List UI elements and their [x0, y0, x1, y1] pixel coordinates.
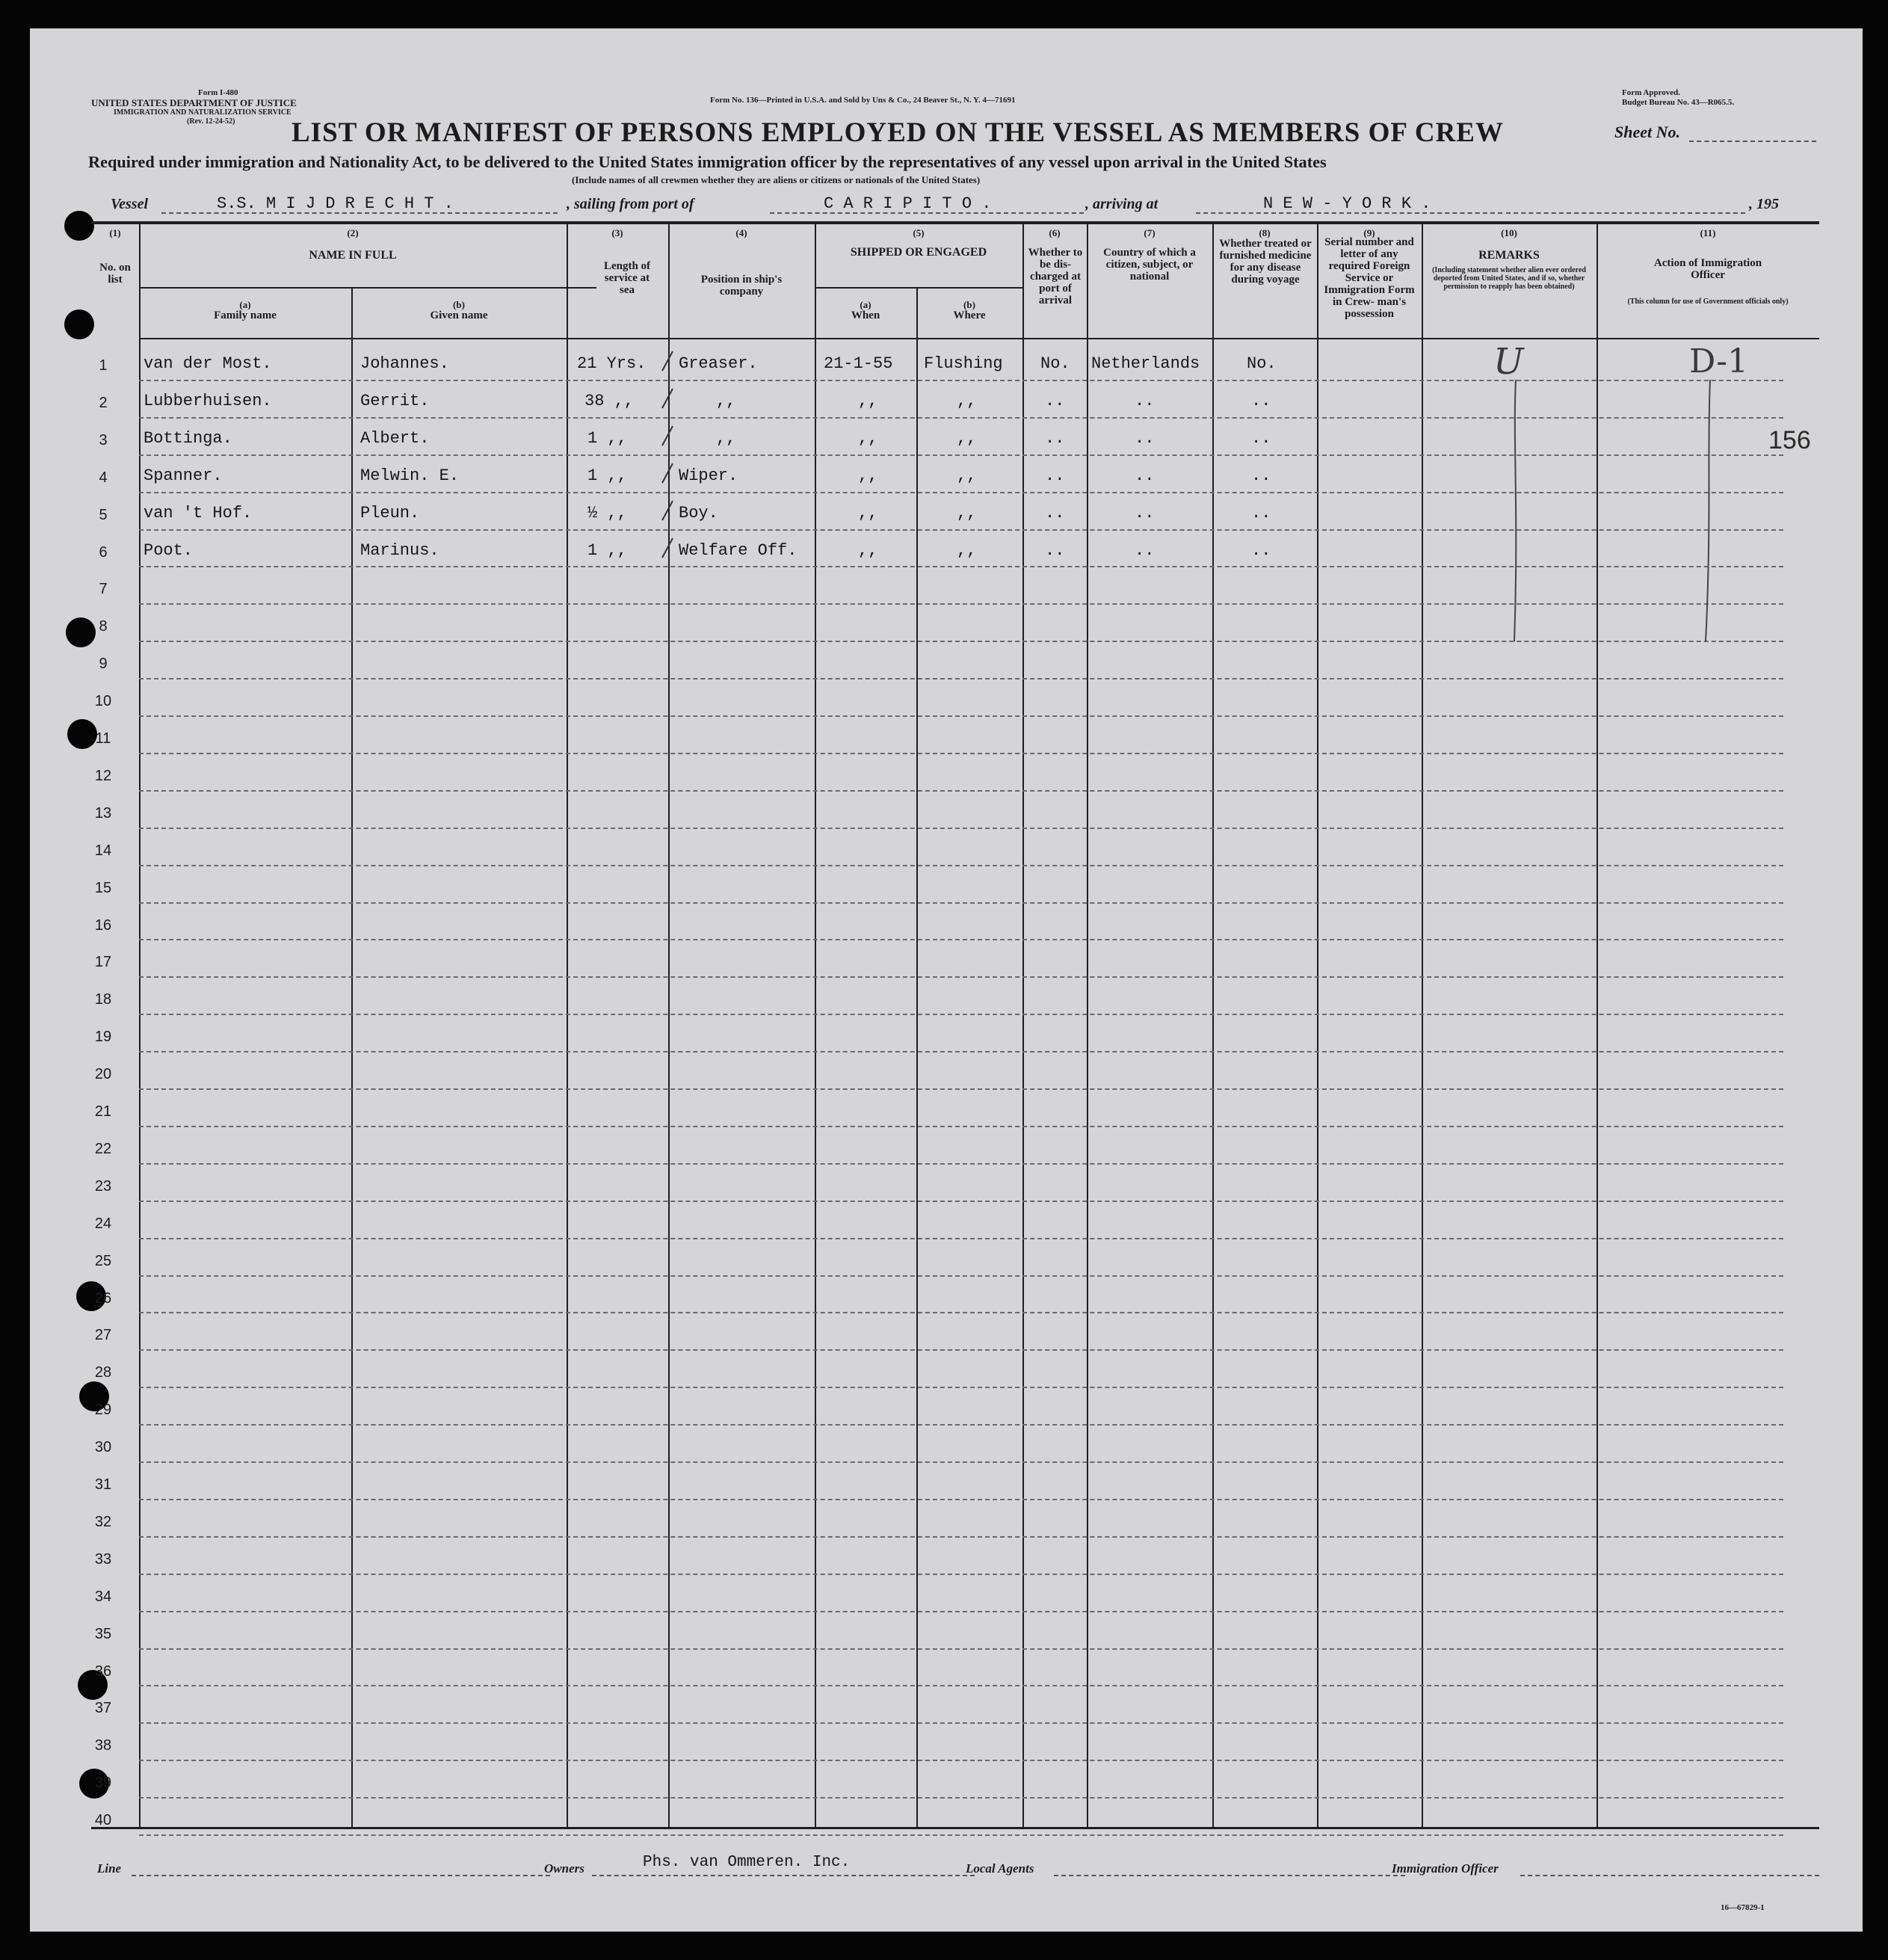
year-label: , 195	[1749, 196, 1779, 212]
col-line	[1212, 224, 1214, 1828]
include-note: (Include names of all crewmen whether they are aliens or citizens or nationals of the United States)	[572, 174, 981, 185]
shipped-when: ,,	[858, 466, 878, 485]
length-of-service: 21 Yrs.	[577, 354, 647, 373]
row-line	[139, 1536, 1783, 1538]
country: ..	[1135, 541, 1155, 560]
row-number: 16	[94, 917, 112, 934]
punch-hole	[64, 211, 94, 241]
given-name: Albert.	[360, 429, 430, 448]
row-number: 38	[94, 1737, 112, 1754]
footer-line-label: Line	[97, 1861, 122, 1876]
vessel-name: S.S. M I J D R E C H T .	[217, 194, 454, 213]
row-line	[139, 1238, 1783, 1239]
header-treated: Whether treated or furnished medicine for any disease during voyage	[1219, 238, 1312, 286]
shipped-when: ,,	[858, 504, 878, 523]
row-line	[139, 1461, 1783, 1463]
sheet-label: Sheet No.	[1614, 123, 1680, 141]
table-bottom-rule	[91, 1827, 1819, 1829]
given-name: Pleun.	[360, 504, 420, 523]
family-name: van der Most.	[144, 354, 272, 373]
row-line	[139, 1201, 1783, 1202]
row-number: 11	[95, 730, 111, 747]
row-line	[139, 1163, 1783, 1165]
row-number: 6	[99, 544, 108, 561]
row-line	[139, 753, 1783, 754]
row-number: 8	[99, 618, 108, 635]
row-line	[139, 1387, 1783, 1388]
row-number: 21	[94, 1103, 112, 1120]
family-name: Bottinga.	[144, 429, 232, 448]
row-number: 15	[94, 880, 112, 896]
position: ,,	[716, 392, 736, 410]
row-number: 25	[94, 1253, 112, 1269]
discharged: ..	[1045, 429, 1065, 448]
row-line	[139, 865, 1783, 866]
col-number: (1)	[109, 227, 121, 238]
row-line	[139, 1499, 1783, 1500]
header-no-on-list: No. on list	[99, 262, 131, 286]
position: Wiper.	[679, 466, 738, 485]
row-number: 10	[94, 693, 112, 709]
row-number: 12	[94, 768, 112, 784]
row-number: 14	[94, 842, 112, 859]
header-given-name: Given name	[430, 309, 488, 321]
row-number: 28	[94, 1364, 112, 1381]
given-name: Marinus.	[360, 541, 439, 560]
row-line	[139, 1834, 1783, 1836]
shipped-when: 21-1-55	[824, 354, 893, 373]
shipped-when: ,,	[858, 429, 878, 448]
col-number: (4)	[735, 227, 747, 238]
country: ..	[1135, 392, 1155, 410]
treated: ..	[1251, 541, 1271, 560]
row-line	[139, 1685, 1783, 1686]
row-line	[139, 417, 1783, 419]
header-given-b: (b)	[453, 299, 465, 310]
row-line	[139, 1312, 1783, 1313]
header-where-b: (b)	[963, 299, 975, 310]
col-line	[1597, 224, 1598, 1828]
action-handwritten-mark: D-1	[1689, 342, 1748, 380]
row-number: 20	[94, 1066, 112, 1082]
discharged: ..	[1045, 466, 1065, 485]
col-line	[815, 224, 816, 1828]
date-line	[1506, 212, 1745, 214]
length-of-service: 38 ,,	[584, 392, 635, 410]
manifest-sheet	[30, 28, 1863, 1932]
form-approved: Form Approved.	[1622, 88, 1681, 97]
row-number: 19	[94, 1029, 112, 1045]
row-line	[139, 715, 1783, 717]
col-line	[567, 224, 568, 1828]
row-number: 1	[99, 357, 108, 374]
header-action: Action of Immigration Officer	[1653, 257, 1762, 281]
position: ,,	[716, 429, 736, 448]
header-when: When	[851, 309, 880, 321]
header-family-a: (a)	[239, 299, 251, 310]
remarks-ditto-line	[1508, 380, 1523, 649]
discharged: ..	[1045, 541, 1065, 560]
given-name: Gerrit.	[360, 392, 430, 410]
col-number: (8)	[1259, 227, 1271, 238]
header-shipped: SHIPPED OR ENGAGED	[850, 246, 987, 259]
row-line	[139, 1275, 1783, 1277]
discharged: ..	[1045, 504, 1065, 523]
check-marks	[658, 350, 688, 574]
row-line	[139, 939, 1783, 940]
form-number: Form I-480	[198, 88, 238, 97]
row-line	[139, 1424, 1783, 1426]
shipped-where: ,,	[957, 392, 977, 410]
row-number: 22	[94, 1141, 112, 1157]
header-length: Length of service at sea	[603, 260, 651, 296]
shipped-where: ,,	[957, 466, 977, 485]
row-number: 39	[94, 1775, 112, 1791]
length-of-service: 1 ,,	[587, 429, 627, 448]
treated: ..	[1251, 392, 1271, 410]
row-line	[139, 1722, 1783, 1724]
row-line	[139, 1797, 1783, 1799]
country: ..	[1135, 429, 1155, 448]
service: IMMIGRATION AND NATURALIZATION SERVICE	[114, 108, 291, 117]
discharged: ..	[1045, 392, 1065, 410]
shipped-where: ,,	[957, 504, 977, 523]
row-line	[139, 1611, 1783, 1612]
family-name: Lubberhuisen.	[144, 392, 272, 410]
table-top-rule	[91, 221, 1819, 224]
shipped-where: ,,	[957, 429, 977, 448]
row-number: 26	[94, 1290, 112, 1307]
country: ..	[1135, 466, 1155, 485]
footer-line-field	[132, 1875, 550, 1876]
shipped-where: Flushing	[924, 354, 1003, 373]
family-name: van 't Hof.	[144, 504, 253, 523]
row-number: 32	[94, 1514, 112, 1530]
length-of-service: 1 ,,	[587, 541, 627, 560]
row-number: 4	[99, 469, 108, 486]
col-number: (6)	[1049, 227, 1061, 238]
country: Netherlands	[1091, 354, 1200, 373]
row-line	[139, 603, 1783, 605]
position: Welfare Off.	[679, 541, 798, 560]
row-number: 30	[94, 1439, 112, 1455]
shipped-subrule	[815, 287, 1022, 289]
row-number: 33	[94, 1551, 112, 1568]
row-number: 40	[94, 1812, 112, 1828]
action-ditto-line	[1701, 380, 1716, 649]
sailing-label: , sailing from port of	[567, 196, 694, 212]
row-line	[139, 1126, 1783, 1127]
length-of-service: 1 ,,	[587, 466, 627, 485]
header-position: Position in ship's company	[700, 274, 783, 298]
row-line	[139, 529, 1783, 531]
header-country: Country of which a citizen, subject, or national	[1103, 247, 1196, 283]
treated: ..	[1251, 466, 1271, 485]
budget-bureau: Budget Bureau No. 43—R065.5.	[1622, 98, 1735, 107]
row-line	[139, 678, 1783, 679]
margin-number: 156	[1768, 426, 1811, 454]
footer-agents-field	[1054, 1875, 1405, 1876]
shipped-when: ,,	[858, 392, 878, 410]
col-number: (10)	[1501, 227, 1517, 238]
row-line	[139, 380, 1783, 381]
row-number: 17	[94, 954, 112, 970]
printer-line: Form No. 136—Printed in U.S.A. and Sold by Uns & Co., 24 Beaver St., N. Y. 4—71691	[710, 96, 1016, 105]
row-line	[139, 828, 1783, 829]
header-where: Where	[953, 309, 986, 321]
row-number: 36	[94, 1663, 112, 1680]
row-line	[139, 976, 1783, 978]
header-serial: Serial number and letter of any required Foreign Service or Immigration Form in Crew- man's possession	[1324, 236, 1415, 320]
sheet-number-line	[1689, 141, 1816, 142]
row-line	[139, 454, 1783, 456]
col-number: (9)	[1363, 227, 1375, 238]
header-family-name: Family name	[214, 309, 277, 321]
row-line	[139, 1088, 1783, 1090]
col-number: (2)	[347, 227, 359, 238]
row-line	[139, 1349, 1783, 1351]
punch-hole	[64, 309, 94, 339]
country: ..	[1135, 504, 1155, 523]
row-number: 35	[94, 1626, 112, 1642]
remarks-handwritten-mark: U	[1493, 341, 1524, 383]
shipped-when: ,,	[858, 541, 878, 560]
footer-agents-label: Local Agents	[966, 1861, 1034, 1876]
col-line	[351, 287, 353, 1828]
treated: No.	[1247, 354, 1277, 373]
row-line	[139, 492, 1783, 493]
row-number: 5	[99, 507, 108, 523]
name-subrule	[139, 287, 596, 289]
position: Greaser.	[679, 354, 758, 373]
destination-port: N E W - Y O R K .	[1263, 194, 1431, 213]
header-action-note: (This column for use of Government officials only)	[1627, 298, 1789, 306]
page-title: LIST OR MANIFEST OF PERSONS EMPLOYED ON THE VESSEL AS MEMBERS OF CREW	[291, 117, 1504, 148]
row-line	[139, 1574, 1783, 1575]
col-line	[1317, 224, 1318, 1828]
footer-code: 16—67829-1	[1721, 1903, 1765, 1912]
header-remarks-note: (Including statement whether alien ever ordered deported from United States, and if so, whether permission to reapply has been obtained)	[1432, 266, 1586, 291]
row-number: 7	[99, 581, 108, 597]
header-bottom-rule	[139, 338, 1819, 339]
treated: ..	[1251, 429, 1271, 448]
col-number: (5)	[913, 227, 925, 238]
col-line	[1087, 224, 1088, 1828]
family-name: Poot.	[144, 541, 194, 560]
footer-owners-field	[592, 1875, 975, 1876]
row-number: 34	[94, 1588, 112, 1605]
length-of-service: ½ ,,	[587, 504, 627, 523]
row-line	[139, 1014, 1783, 1015]
row-number: 27	[94, 1327, 112, 1343]
row-number: 37	[94, 1700, 112, 1716]
header-when-a: (a)	[860, 299, 871, 310]
col-line	[1022, 224, 1024, 1828]
row-line	[139, 790, 1783, 792]
col-number: (11)	[1700, 227, 1716, 238]
revision: (Rev. 12-24-52)	[187, 117, 235, 126]
col-line	[139, 224, 141, 1828]
sailing-port: C A R I P I T O .	[824, 194, 992, 213]
row-number: 3	[99, 432, 108, 449]
row-number: 31	[94, 1476, 112, 1493]
given-name: Johannes.	[360, 354, 449, 373]
row-number: 2	[99, 395, 108, 411]
row-line	[139, 1051, 1783, 1053]
footer-officer-label: Immigration Officer	[1392, 1861, 1499, 1876]
department: UNITED STATES DEPARTMENT OF JUSTICE	[91, 97, 297, 108]
treated: ..	[1251, 504, 1271, 523]
col-line	[916, 287, 918, 1828]
row-number: 13	[94, 805, 112, 822]
row-number: 18	[94, 991, 112, 1008]
row-number: 9	[99, 656, 108, 672]
header-name-in-full: NAME IN FULL	[309, 249, 397, 262]
arriving-label: , arriving at	[1085, 196, 1159, 212]
discharged: No.	[1040, 354, 1070, 373]
footer-owners-label: Owners	[544, 1861, 584, 1876]
position: Boy.	[679, 504, 718, 523]
row-line	[139, 641, 1783, 642]
vessel-label: Vessel	[111, 196, 148, 212]
row-line	[139, 1648, 1783, 1650]
family-name: Spanner.	[144, 466, 223, 485]
footer-officer-field	[1520, 1875, 1819, 1876]
row-number: 23	[94, 1178, 112, 1195]
row-line	[139, 902, 1783, 904]
header-discharged: Whether to be dis- charged at port of arrival	[1028, 247, 1083, 306]
given-name: Melwin. E.	[360, 466, 460, 485]
row-number: 24	[94, 1215, 112, 1232]
row-line	[139, 1760, 1783, 1761]
col-number: (7)	[1144, 227, 1156, 238]
row-line	[139, 566, 1783, 567]
owners-name: Phs. van Ommeren. Inc.	[643, 1854, 851, 1871]
row-number: 29	[94, 1402, 112, 1418]
header-remarks: REMARKS	[1478, 249, 1540, 262]
subtitle: Required under immigration and Nationality Act, to be delivered to the United States immigration officer by the representatives of any vessel upon arrival in the United States	[88, 152, 1327, 171]
col-number: (3)	[611, 227, 623, 238]
shipped-where: ,,	[957, 541, 977, 560]
col-line	[1422, 224, 1423, 1828]
